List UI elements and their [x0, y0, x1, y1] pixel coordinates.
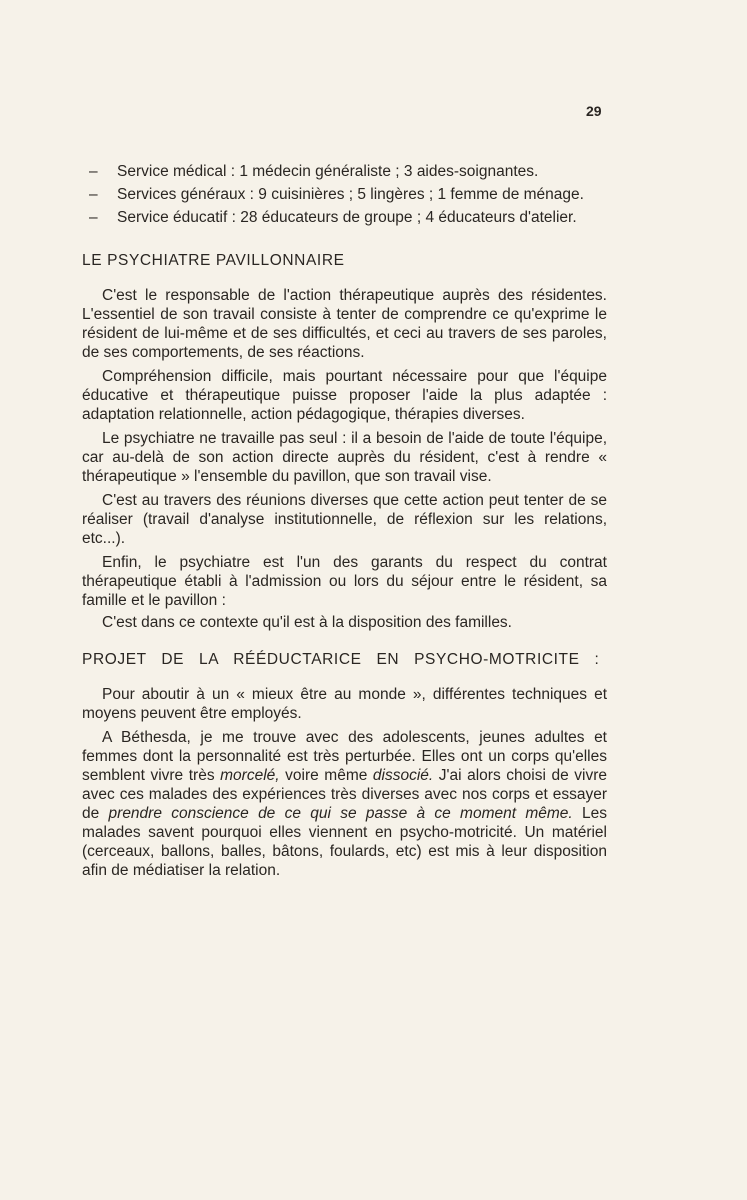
body-text — [82, 162, 607, 885]
text-run: Les malades savent pourquoi elles viennent en psycho-motricité. Un matériel (cerceaux, ballons, balles, bâtons, foulards, etc) est mis à leur disposition afin de médiatiser la relation. — [82, 805, 607, 879]
paragraph: Compréhension difficile, mais pourtant nécessaire pour que l'équipe éducative et thérapeutique puisse proposer l'aide la plus adaptée : adaptation relationnelle, action pédagogique, thérapies diverses. — [82, 368, 607, 423]
staff-list — [82, 162, 607, 227]
text-run: voire même — [279, 767, 373, 784]
staff-item-text: Service médical : 1 médecin généraliste ; 3 aides-soignantes. — [117, 163, 539, 180]
italic-run: dissocié. — [372, 767, 434, 784]
paragraph: Le psychiatre ne travaille pas seul : il a besoin de l'aide de toute l'équipe, car au-delà de son action directe auprès du résident, c'est à rendre « thérapeutique » l'ensemble du pavillon, que son travail vise. — [82, 430, 607, 485]
text-run: A Béthesda, je me trouve avec des adolescents, jeunes adultes et femmes dont la personnalité est très perturbée. Elles ont un corps qu'elles semblent vivre très — [82, 729, 607, 784]
staff-list-item — [82, 162, 607, 181]
list-dash: – — [89, 186, 98, 203]
paragraph: C'est dans ce contexte qu'il est à la disposition des familles. — [102, 614, 512, 631]
section-heading-projet: PROJET DE LA RÉÉDUCTARICE EN PSYCHO-MOTRICITE : — [82, 651, 600, 668]
paragraph: Enfin, le psychiatre est l'un des garants du respect du contrat thérapeutique établi à l'admission ou lors du séjour entre le résident, sa famille et le pavillon : — [82, 554, 607, 609]
staff-list-item — [82, 185, 607, 204]
paragraph: Pour aboutir à un « mieux être au monde », différentes techniques et moyens peuvent être employés. — [82, 686, 607, 722]
staff-list-item — [82, 208, 607, 227]
page-number: 29 — [586, 103, 602, 119]
staff-item-text: Service éducatif : 28 éducateurs de groupe ; 4 éducateurs d'atelier. — [117, 209, 577, 226]
list-dash: – — [89, 163, 98, 180]
italic-run: prendre conscience de ce qui se passe à ce moment même. — [108, 805, 573, 822]
list-dash: – — [89, 209, 98, 226]
italic-run: morcelé, — [220, 767, 280, 784]
section-heading-psychiatre: LE PSYCHIATRE PAVILLONNAIRE — [82, 252, 345, 269]
paragraph-mixed — [82, 728, 607, 880]
paragraph: C'est le responsable de l'action thérapeutique auprès des résidentes. L'essentiel de son travail consiste à tenter de comprendre ce qu'exprime le résident de lui-même et de ses difficultés, et ceci au travers de ses paroles, de ses comportements, de ses réactions. — [82, 287, 607, 361]
staff-item-text: Services généraux : 9 cuisinières ; 5 lingères ; 1 femme de ménage. — [117, 186, 584, 203]
paragraph: C'est au travers des réunions diverses que cette action peut tenter de se réaliser (travail d'analyse institutionnelle, de réflexion sur les relations, etc...). — [82, 492, 607, 547]
text-run: J'ai alors choisi de vivre avec ces malades des expériences très diverses avec nos corps et essayer de — [82, 767, 607, 822]
